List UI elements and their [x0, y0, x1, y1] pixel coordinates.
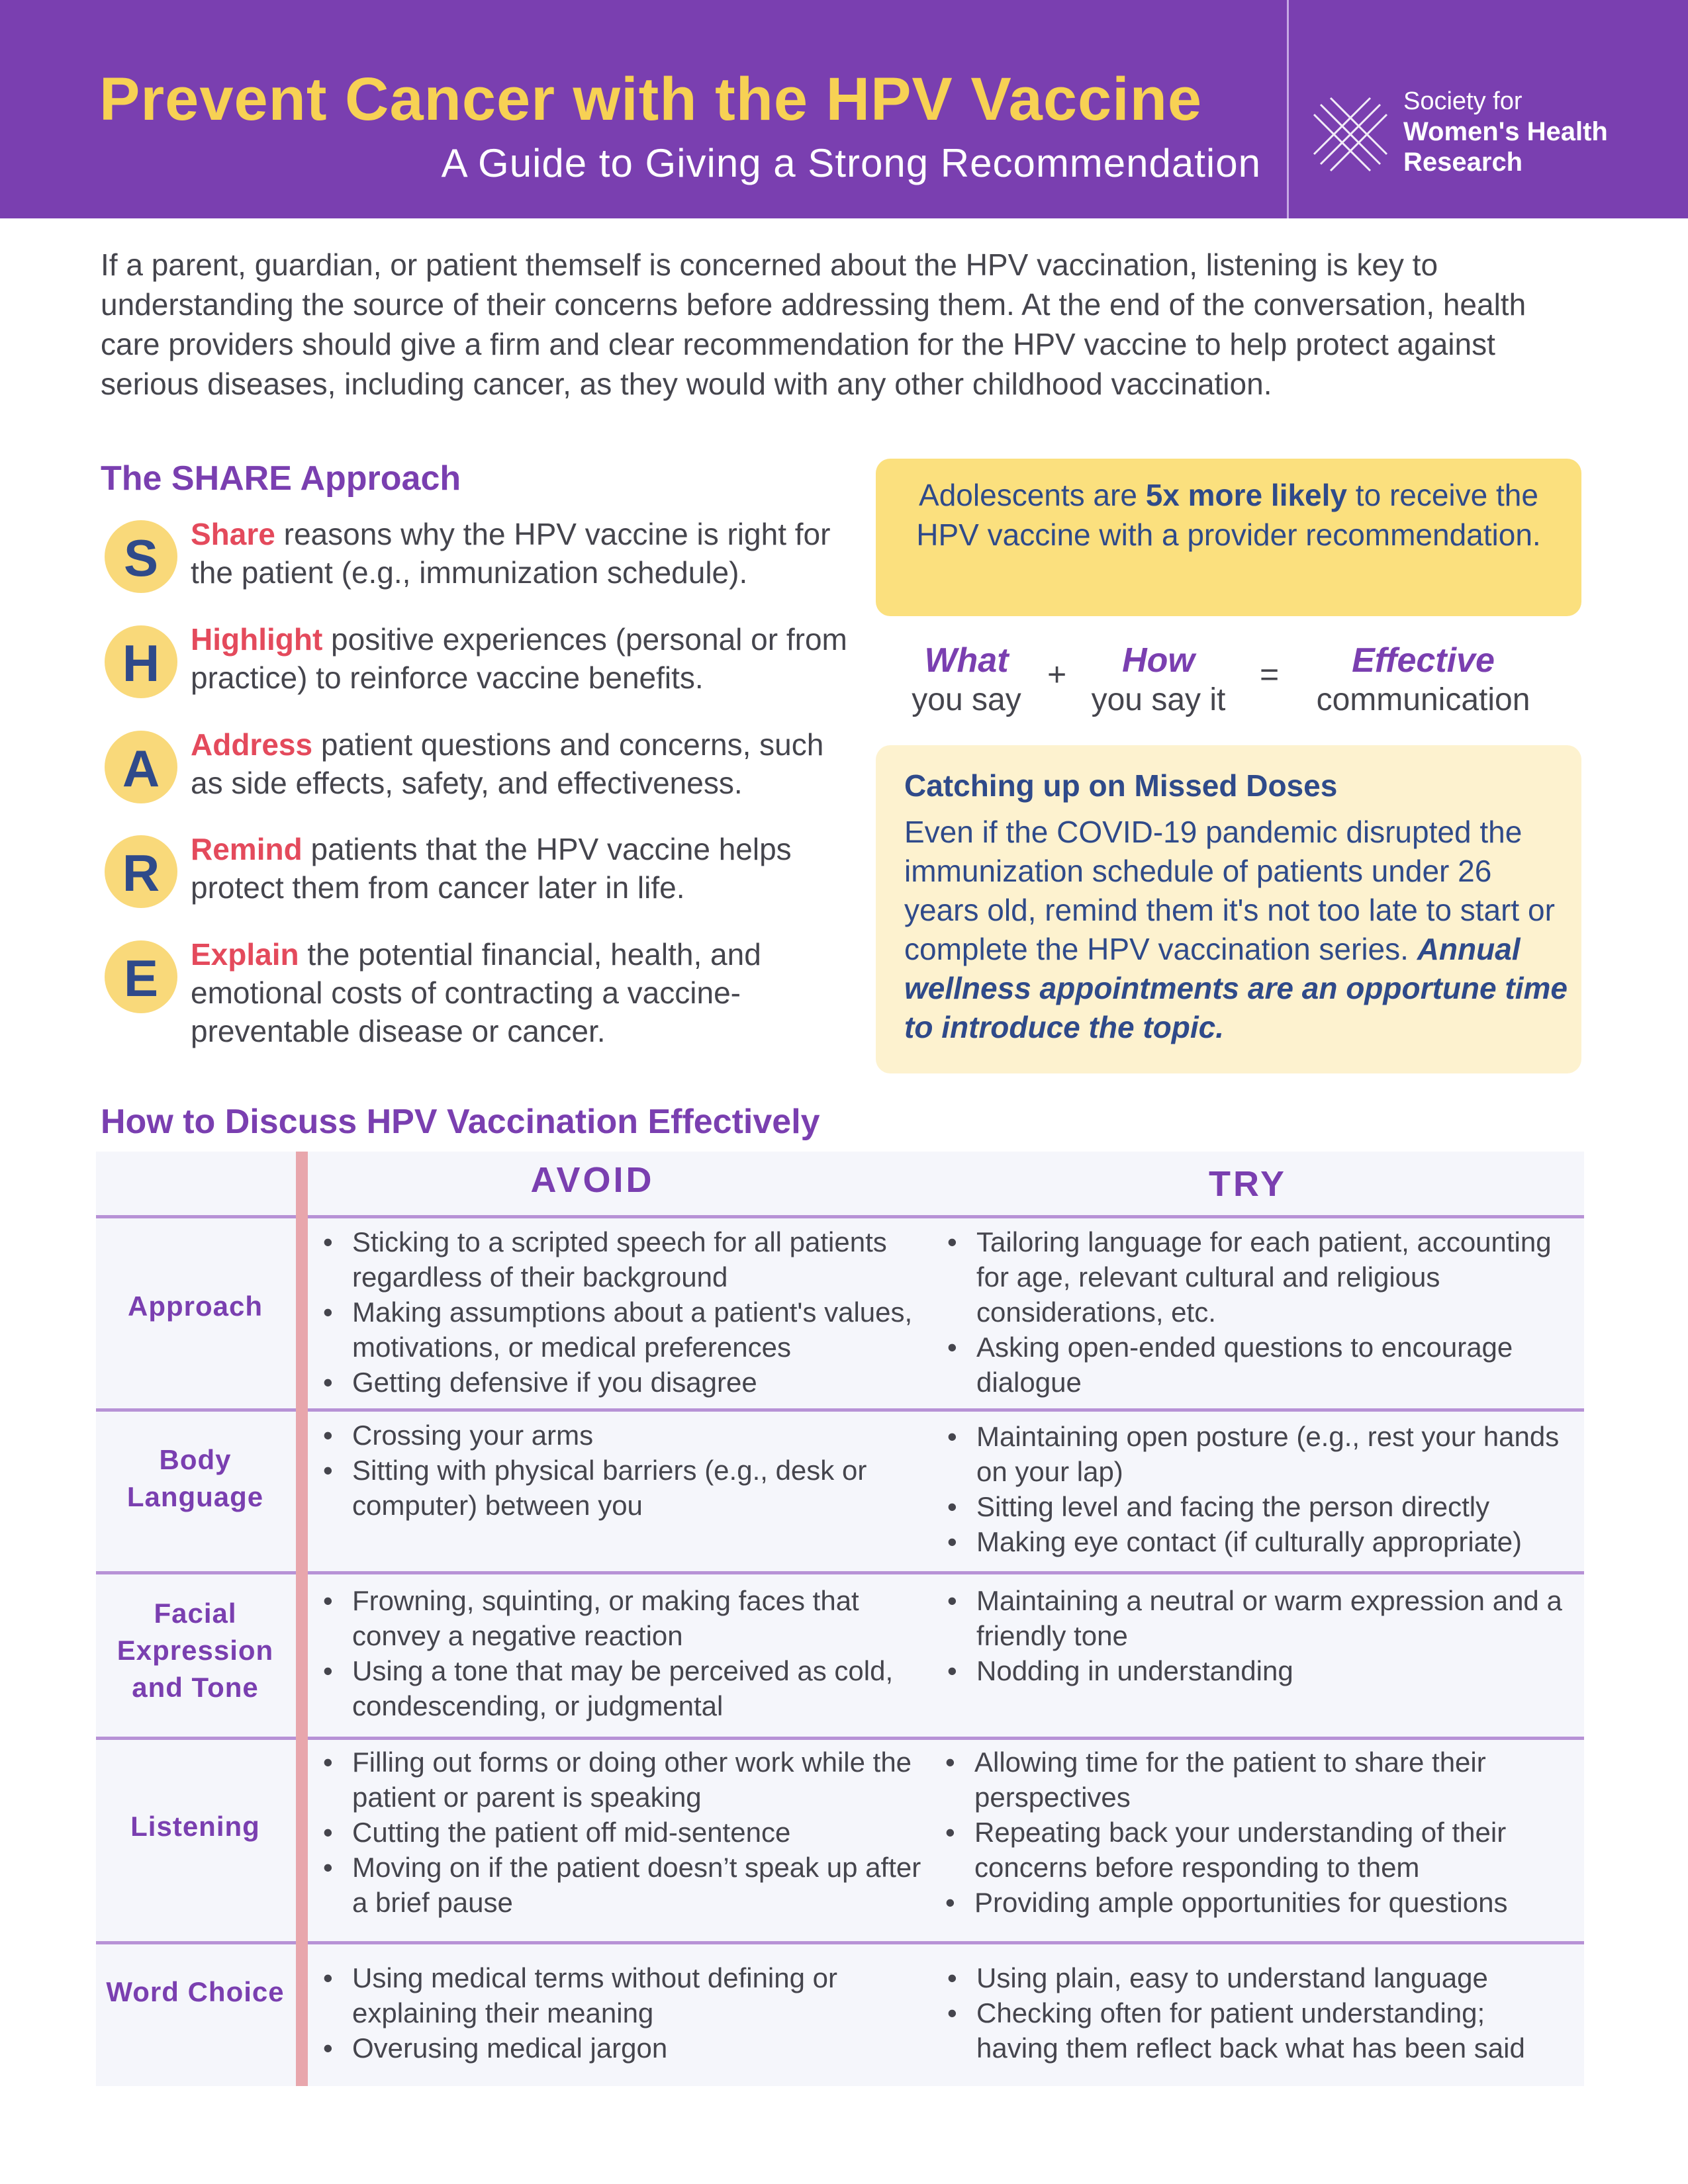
stat-post: to receive the HPV vaccine with a provider recommendation. [916, 478, 1541, 552]
equation-equals: = [1260, 656, 1280, 693]
row-divider [96, 1941, 1584, 1944]
list-item: • Cutting the patient off mid-sentence [319, 1815, 928, 1850]
page-subtitle: A Guide to Giving a Strong Recommendation [441, 141, 1261, 185]
try-cell-word-choice [943, 1960, 1566, 2066]
list-item: • Making assumptions about a patient's values, motivations, or medical preferences [319, 1295, 928, 1365]
share-keyword: Share [191, 517, 275, 551]
list-item: • Allowing time for the patient to share their perspectives [941, 1745, 1567, 1815]
catch-up-body [904, 813, 1573, 1047]
equation-plus: + [1047, 656, 1067, 693]
share-description: patients that the HPV vaccine helps protect them from cancer later in life. [191, 832, 792, 905]
org-logo-text [1403, 86, 1608, 177]
catch-up-title: Catching up on Missed Doses [904, 768, 1338, 803]
equation-how-sub: you say it [1091, 682, 1226, 717]
badge-letter: S [123, 529, 159, 587]
badge-letter: E [123, 949, 159, 1007]
list-item: • Using plain, easy to understand language [943, 1960, 1566, 1995]
share-item-text [191, 515, 853, 592]
stat-callout-text [894, 475, 1564, 555]
list-item: • Using a tone that may be perceived as cold, condescending, or judgmental [319, 1653, 928, 1723]
row-label-body-language: Body Language [126, 1444, 264, 1512]
try-cell-facial-expression [943, 1583, 1566, 1688]
logo-line-2: Women's Health [1403, 117, 1608, 146]
interwoven-x-icon [1307, 91, 1393, 177]
list-item: • Overusing medical jargon [319, 2030, 928, 2066]
list-item: • Maintaining a neutral or warm expression and a friendly tone [943, 1583, 1566, 1653]
list-item: • Crossing your arms [319, 1418, 928, 1453]
try-cell-body-language [943, 1419, 1566, 1559]
logo-line-3: Research [1403, 148, 1523, 177]
letter-badge-r [105, 835, 177, 908]
share-item-text [191, 935, 853, 1050]
row-divider [96, 1571, 1584, 1574]
badge-letter: H [122, 634, 160, 692]
share-description: positive experiences (personal or from practice) to reinforce vaccine benefits. [191, 622, 847, 695]
share-keyword: Remind [191, 832, 303, 866]
list-item: • Providing ample opportunities for questions [941, 1885, 1567, 1920]
list-item: • Tailoring language for each patient, accounting for age, relevant cultural and religious considerations, etc. [943, 1224, 1566, 1330]
list-item: • Asking open-ended questions to encourage dialogue [943, 1330, 1566, 1400]
share-description: reasons why the HPV vaccine is right for the patient (e.g., immunization schedule). [191, 517, 831, 590]
equation-effective-sub: communication [1316, 682, 1530, 717]
equation-effective: Effective [1352, 641, 1495, 680]
row-label-listening: Listening [130, 1811, 260, 1842]
row-divider [96, 1408, 1584, 1412]
row-label-approach: Approach [127, 1291, 263, 1322]
avoid-cell-approach [319, 1224, 928, 1400]
list-item: • Maintaining open posture (e.g., rest your hands on your lap) [943, 1419, 1566, 1489]
list-item: • Using medical terms without defining or explaining their meaning [319, 1960, 928, 2030]
letter-badge-a [105, 731, 177, 803]
list-item: • Sitting with physical barriers (e.g., desk or computer) between you [319, 1453, 928, 1523]
row-label-word-choice: Word Choice [106, 1976, 285, 2007]
share-keyword: Highlight [191, 622, 323, 657]
try-column-header: TRY [1209, 1164, 1287, 1204]
list-item: • Frowning, squinting, or making faces that convey a negative reaction [319, 1583, 928, 1653]
logo-line-1: Society for [1403, 87, 1523, 115]
intro-paragraph: If a parent, guardian, or patient themself is concerned about the HPV vaccination, listening is key to understanding the source of their concerns before addressing them. At the end of the conversation, health care providers should give a firm and clear recommendation for the HPV vaccine to help protect against serious diseases, including cancer, as they would with any other childhood vaccination. [101, 248, 1526, 401]
catch-up-emphasis: Annual wellness appointments are an opportune time to introduce the topic. [904, 932, 1568, 1044]
list-item: • Checking often for patient understanding; having them reflect back what has been said [943, 1995, 1566, 2066]
row-divider [96, 1737, 1584, 1740]
share-keyword: Explain [191, 937, 299, 972]
row-divider [96, 1215, 1584, 1218]
try-cell-approach [943, 1224, 1566, 1400]
header-divider [1287, 0, 1289, 218]
table-accent-bar [296, 1152, 308, 2086]
equation-what-sub: you say [912, 682, 1021, 717]
stat-emphasis: 5x more likely [1145, 478, 1348, 512]
share-description: patient questions and concerns, such as side effects, safety, and effectiveness. [191, 727, 824, 800]
list-item: • Sticking to a scripted speech for all patients regardless of their background [319, 1224, 928, 1295]
share-description: the potential financial, health, and emotional costs of contracting a vaccine-preventable disease or cancer. [191, 937, 761, 1048]
share-item-text [191, 830, 853, 907]
letter-badge-h [105, 625, 177, 698]
avoid-column-header: AVOID [530, 1160, 655, 1200]
page-title: Prevent Cancer with the HPV Vaccine [99, 66, 1203, 133]
letter-badge-e [105, 940, 177, 1013]
list-item: • Sitting level and facing the person directly [943, 1489, 1566, 1524]
row-label-facial-expression: Facial Expression and Tone [117, 1598, 274, 1703]
badge-letter: R [122, 844, 160, 902]
catch-up-text: Even if the COVID-19 pandemic disrupted the immunization schedule of patients under 26 years old, remind them it's not too late to start or complete the HPV vaccination series. [904, 815, 1555, 966]
share-keyword: Address [191, 727, 313, 762]
try-cell-listening [941, 1745, 1567, 1920]
avoid-cell-word-choice [319, 1960, 928, 2066]
avoid-cell-listening [319, 1745, 928, 1920]
avoid-cell-facial-expression [319, 1583, 928, 1723]
list-item: • Nodding in understanding [943, 1653, 1566, 1688]
share-item-text [191, 725, 853, 802]
equation-how: How [1122, 641, 1195, 680]
stat-pre: Adolescents are [919, 478, 1146, 512]
avoid-cell-body-language [319, 1418, 928, 1523]
list-item: • Getting defensive if you disagree [319, 1365, 928, 1400]
list-item: • Filling out forms or doing other work while the patient or parent is speaking [319, 1745, 928, 1815]
badge-letter: A [122, 739, 160, 797]
share-item-e [105, 935, 859, 1068]
discuss-heading: How to Discuss HPV Vaccination Effectively [101, 1103, 820, 1141]
share-approach-heading: The SHARE Approach [101, 459, 461, 498]
list-item: • Making eye contact (if culturally appropriate) [943, 1524, 1566, 1559]
letter-badge-s [105, 520, 177, 593]
share-item-text [191, 620, 853, 697]
equation-what: What [924, 641, 1009, 680]
list-item: • Moving on if the patient doesn’t speak up after a brief pause [319, 1850, 928, 1920]
list-item: • Repeating back your understanding of their concerns before responding to them [941, 1815, 1567, 1885]
